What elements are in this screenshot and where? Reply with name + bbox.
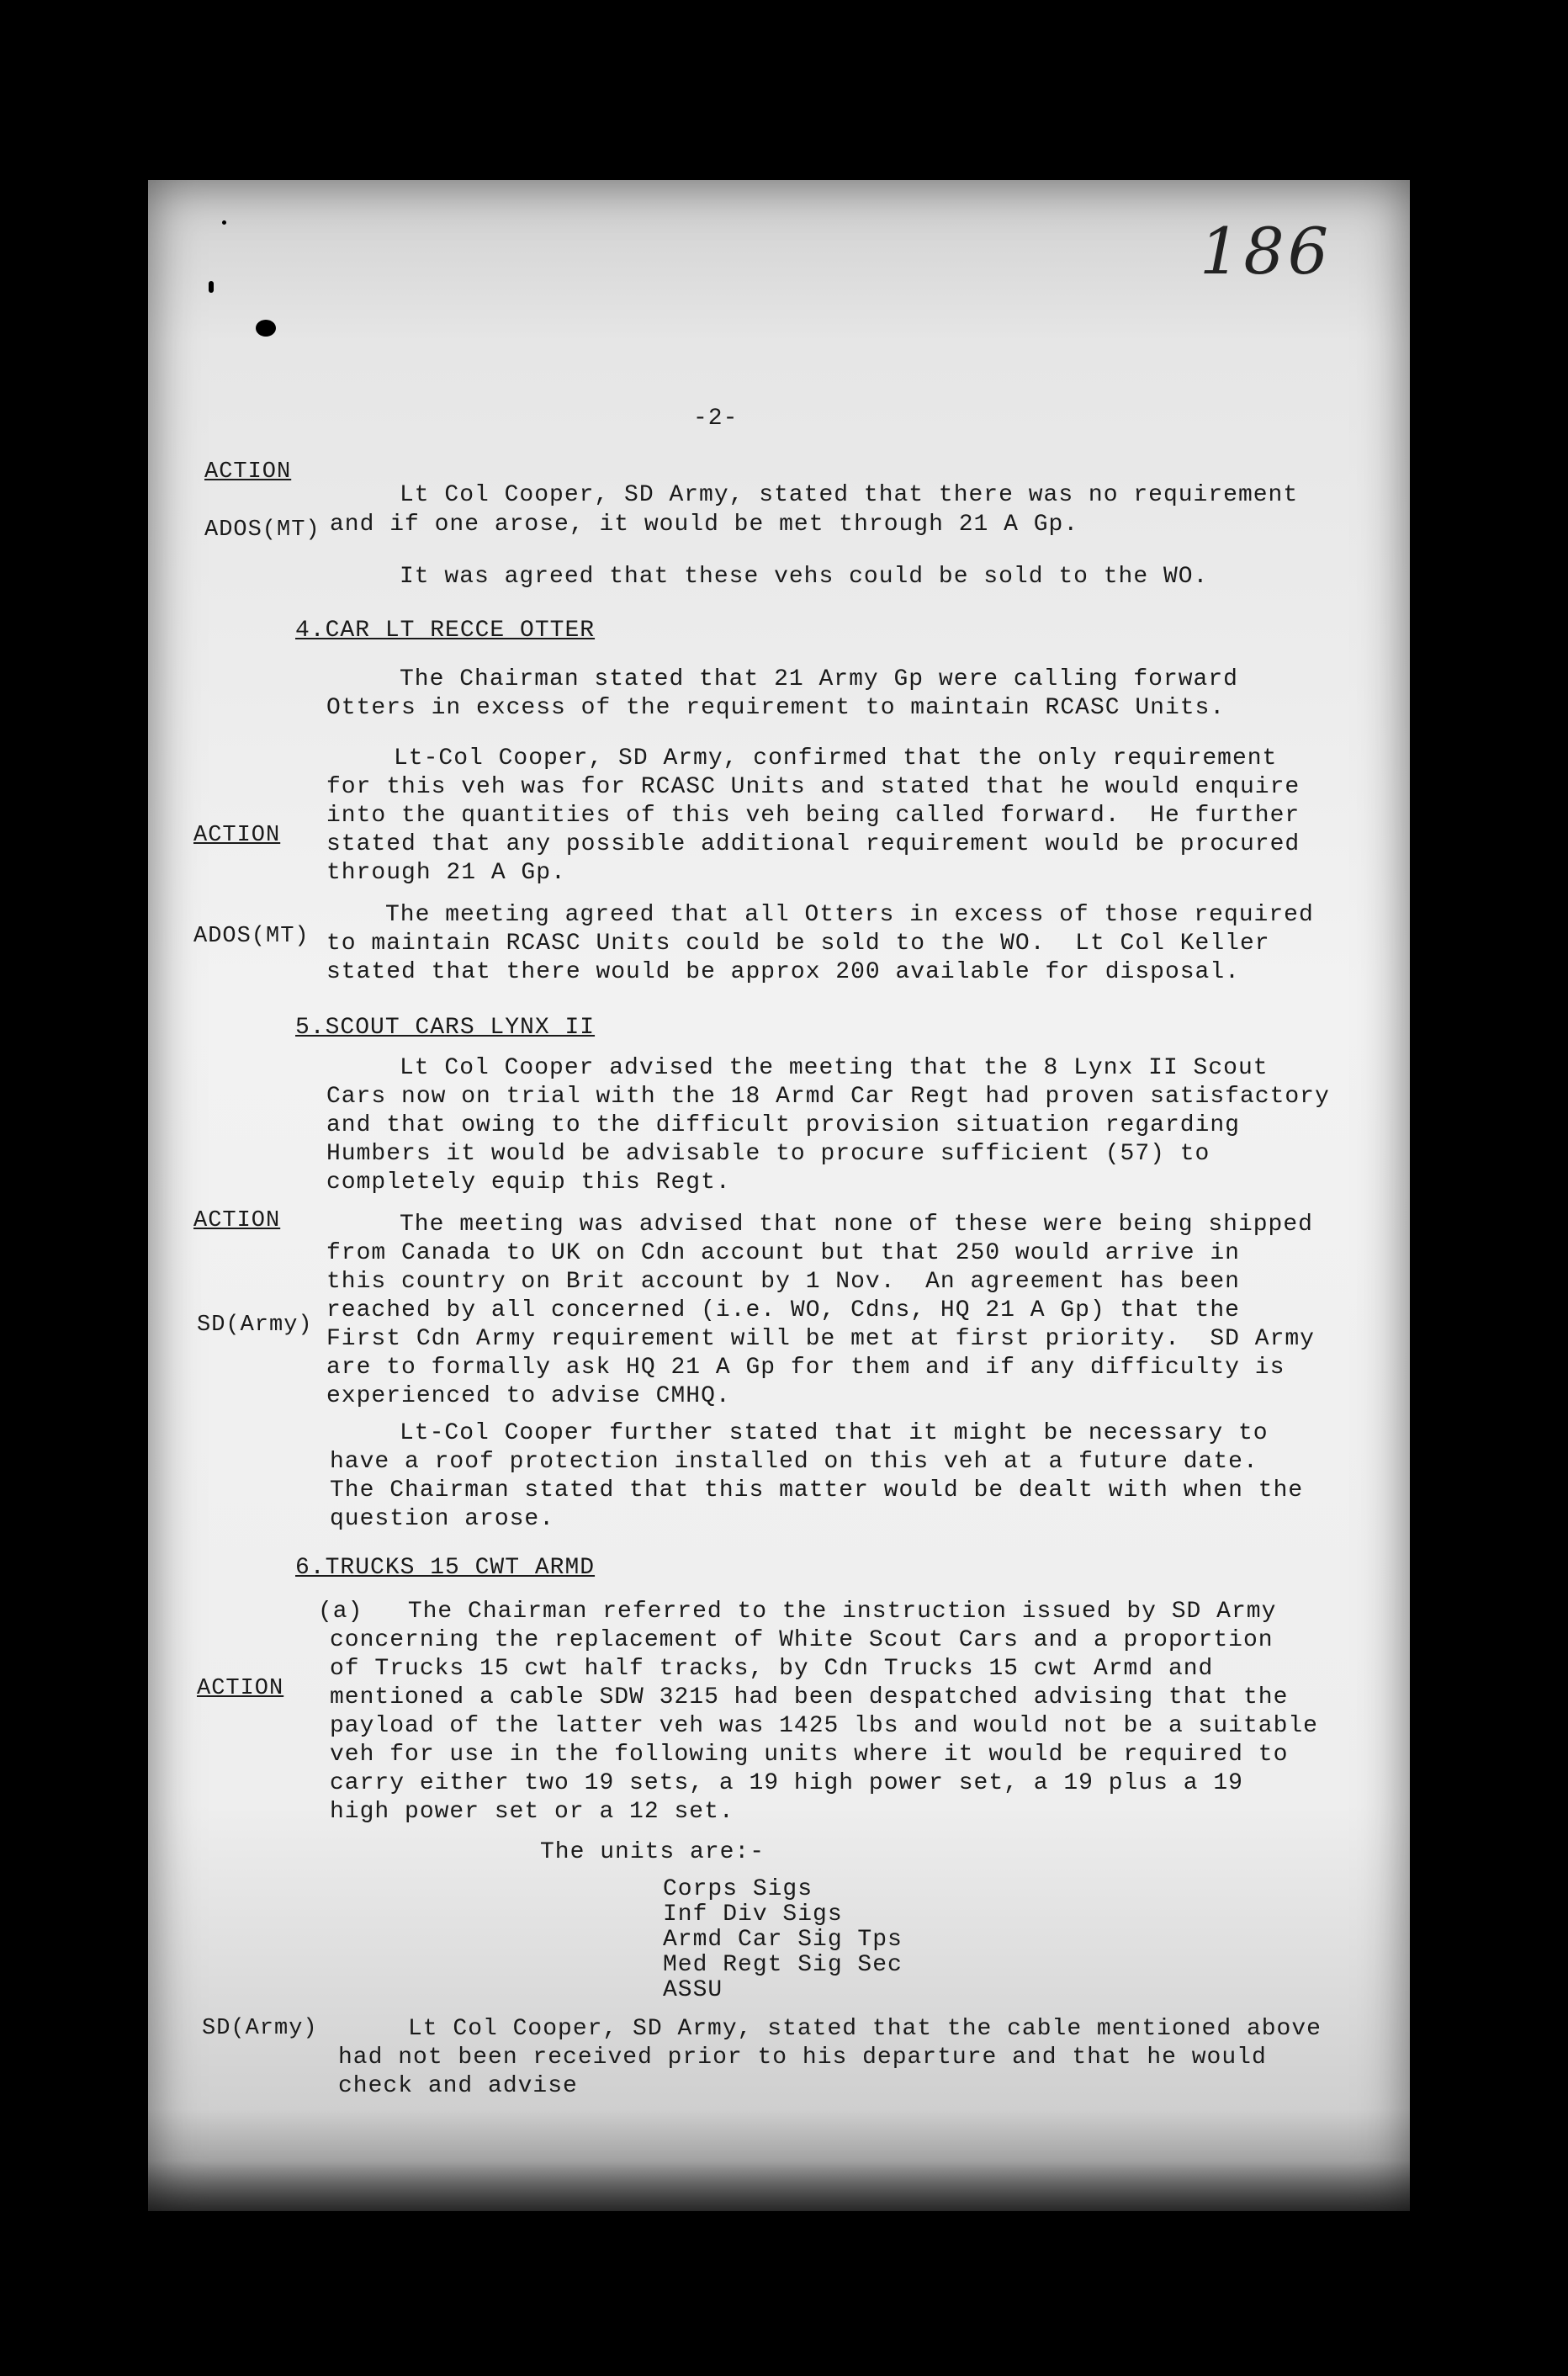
s5-p2-line-3: this country on Brit account by 1 Nov. An agreement has been [326, 1269, 1240, 1295]
unit-item-1: Corps Sigs [663, 1876, 813, 1902]
s4-p2-line-3: into the quantities of this veh being called forward. He further [326, 803, 1300, 829]
s5-p2-line-2: from Canada to UK on Cdn account but that 250 would arrive in [326, 1240, 1240, 1266]
s6-p1-line-6: veh for use in the following units where it would be required to [330, 1742, 1289, 1768]
s5-p2-line-1: The meeting was advised that none of these were being shipped [400, 1212, 1313, 1238]
s5-p1-line-4: Humbers it would be advisable to procure sufficient (57) to [326, 1141, 1210, 1167]
page-number: -2- [693, 406, 739, 432]
s5-p1-line-5: completely equip this Regt. [326, 1169, 731, 1196]
s4-p3-line-1: The meeting agreed that all Otters in excess of those required [385, 902, 1314, 928]
s5-p1-line-1: Lt Col Cooper advised the meeting that the 8 Lynx II Scout [400, 1055, 1269, 1081]
s6-p1-line-5: payload of the latter veh was 1425 lbs and would not be a suitable [330, 1713, 1318, 1739]
s3-line-1: Lt Col Cooper, SD Army, stated that there was no requirement [400, 482, 1299, 508]
unit-item-4: Med Regt Sig Sec [663, 1952, 903, 1978]
s5-p3-line-3: The Chairman stated that this matter would be dealt with when the [330, 1477, 1304, 1504]
s5-p2-line-6: are to formally ask HQ 21 A Gp for them and if any difficulty is [326, 1355, 1285, 1381]
margin-action-3: ACTION [193, 1208, 281, 1233]
ink-mark [209, 281, 214, 293]
s4-p1-line-2: Otters in excess of the requirement to maintain RCASC Units. [326, 695, 1226, 721]
s4-p1-line-1: The Chairman stated that 21 Army Gp were calling forward [400, 666, 1238, 692]
s5-p2-line-4: reached by all concerned (i.e. WO, Cdns, HQ 21 A Gp) that the [326, 1297, 1240, 1323]
section-5-heading: 5.SCOUT CARS LYNX II [295, 1015, 596, 1041]
margin-action-4: ACTION [197, 1676, 284, 1701]
s3-line-2: and if one arose, it would be met through 21 A Gp. [330, 512, 1079, 538]
ink-blot [256, 320, 276, 337]
section-4-heading: 4.CAR LT RECCE OTTER [295, 618, 596, 644]
s5-p3-line-1: Lt-Col Cooper further stated that it might be necessary to [400, 1420, 1269, 1446]
s6-p2-line-2: had not been received prior to his departure and that he would [338, 2045, 1267, 2071]
units-intro: The units are:- [540, 1839, 765, 1865]
s6-p1-line-4: mentioned a cable SDW 3215 had been despatched advising that the [330, 1684, 1289, 1710]
s4-p2-line-4: stated that any possible additional requirement would be procured [326, 831, 1300, 857]
s5-p1-line-2: Cars now on trial with the 18 Armd Car Regt had proven satisfactory [326, 1084, 1330, 1110]
margin-sd-army-1: SD(Army) [197, 1313, 313, 1338]
s5-p3-line-2: have a roof protection installed on this veh at a future date. [330, 1449, 1258, 1475]
unit-item-5: ASSU [663, 1977, 723, 2003]
s5-p3-line-4: question arose. [330, 1506, 555, 1532]
document-page [148, 180, 1410, 2211]
s4-p3-line-3: stated that there would be approx 200 available for disposal. [326, 959, 1240, 985]
s5-p1-line-3: and that owing to the difficult provision situation regarding [326, 1112, 1240, 1138]
margin-ados-mt-2: ADOS(MT) [193, 924, 310, 949]
s6-p1-line-3: of Trucks 15 cwt half tracks, by Cdn Trucks 15 cwt Armd and [330, 1656, 1214, 1682]
s4-p3-line-2: to maintain RCASC Units could be sold to the WO. Lt Col Keller [326, 931, 1270, 957]
margin-action-1: ACTION [204, 459, 292, 485]
s4-p2-line-5: through 21 A Gp. [326, 860, 566, 886]
s5-p2-line-7: experienced to advise CMHQ. [326, 1383, 731, 1409]
s3-agreed: It was agreed that these vehs could be sold to the WO. [400, 564, 1209, 590]
s4-p2-line-1: Lt-Col Cooper, SD Army, confirmed that the only requirement [394, 745, 1278, 772]
margin-sd-army-2: SD(Army) [202, 2016, 318, 2041]
s6-p1-line-7: carry either two 19 sets, a 19 high power set, a 19 plus a 19 [330, 1770, 1243, 1796]
s6-p2-line-3: check and advise [338, 2073, 578, 2099]
s6-p1-line-2: concerning the replacement of White Scout Cars and a proportion [330, 1627, 1274, 1653]
section-6-heading: 6.TRUCKS 15 CWT ARMD [295, 1555, 596, 1581]
unit-item-2: Inf Div Sigs [663, 1901, 843, 1928]
handwritten-page-number: 186 [1200, 214, 1332, 289]
margin-action-2: ACTION [193, 823, 281, 848]
s5-p2-line-5: First Cdn Army requirement will be met at first priority. SD Army [326, 1326, 1315, 1352]
s4-p2-line-2: for this veh was for RCASC Units and stated that he would enquire [326, 774, 1300, 800]
s6-p2-line-1: Lt Col Cooper, SD Army, stated that the cable mentioned above [408, 2016, 1322, 2042]
page-bottom-shadow [148, 2161, 1410, 2211]
ink-dot [222, 220, 226, 225]
s6-p1-line-8: high power set or a 12 set. [330, 1799, 734, 1825]
s6-p1-line-1: (a) The Chairman referred to the instruction issued by SD Army [318, 1599, 1277, 1625]
margin-ados-mt-1: ADOS(MT) [204, 517, 320, 543]
unit-item-3: Armd Car Sig Tps [663, 1927, 903, 1953]
